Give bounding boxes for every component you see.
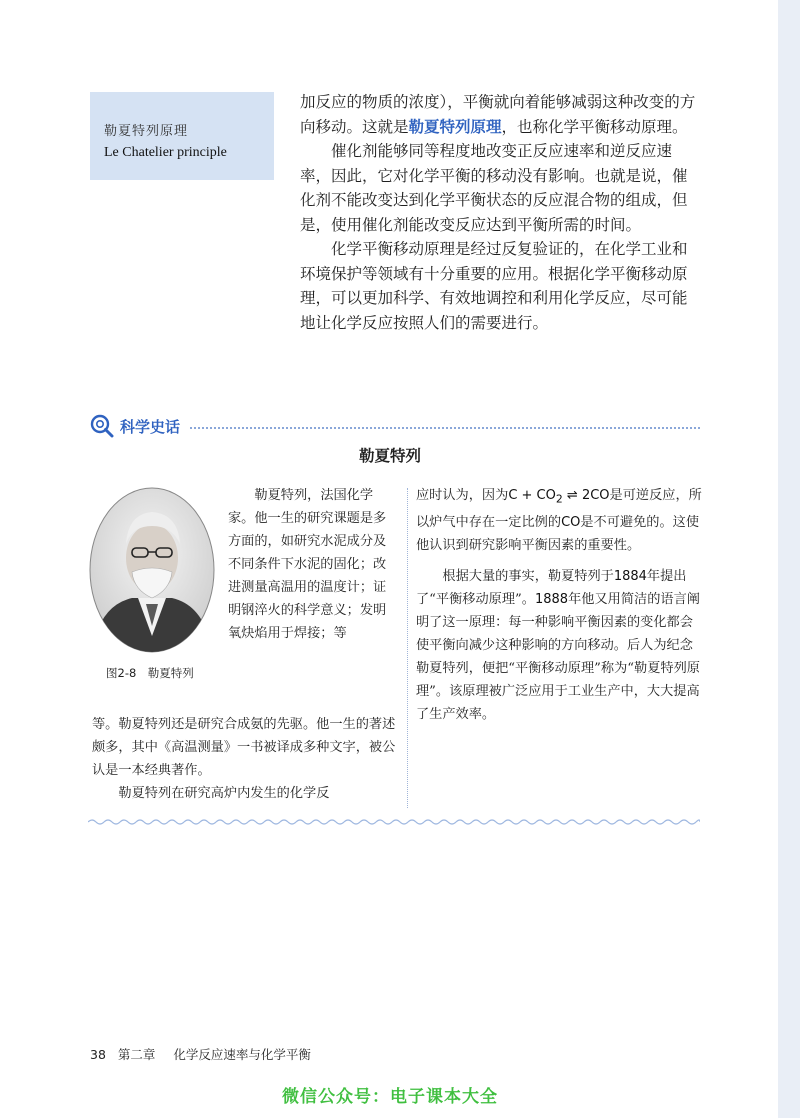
figure-caption: 图2-8 勒夏特列 [106,666,194,680]
section-title: 科学史话 [120,418,181,436]
page-number: 38 [90,1047,106,1062]
story-title: 勒夏特列 [358,447,421,465]
column-divider [407,488,408,808]
chapter-label: 第二章 [117,1047,156,1062]
section-bottom-wave [88,818,700,826]
glossary-term-en: Le Chatelier principle [104,145,227,160]
page-footer [90,1045,311,1063]
page-edge-strip [778,0,800,1118]
paragraph-1: 加反应的物质的浓度），平衡就向着能够减弱这种改变的方向移动。这就是勒夏特列原理，也称化学平衡移动原理。 [300,93,696,136]
section-divider [190,427,700,429]
chapter-title: 化学反应速率与化学平衡 [173,1047,311,1062]
right-paragraph-1: 应时认为，因为$C + CO_2$ ⇌ 2CO是可逆反应，所以炉气中存在一定比例的CO是不可避免的。这使他认识到研究影响平衡因素的重要性。 [416,488,702,553]
story-left-column-full: 等。勒夏特列还是研究合成氨的先驱。他一生的著述颇多，其中《高温测量》一书被译成多种文字，被公认是一本经典著作。 勒夏特列在研究高炉内发生的化学反 [92,717,396,801]
portrait-le-chatelier [88,486,216,654]
magnifier-atom-icon [90,414,114,438]
section-header [90,412,700,444]
story-left-column-wrap: 勒夏特列，法国化学家。他一生的研究课题是多方面的，如研究水泥成分及不同条件下水泥的固化；改进测量高温用的温度计；证明钢淬火的科学意义；发明氧炔焰用于焊接；等 [228,488,387,641]
main-body-text [300,90,700,335]
glossary-term-zh: 勒夏特列原理 [104,124,189,139]
paragraph-2: 催化剂能够同等程度地改变正反应速率和逆反应速率，因此，它对化学平衡的移动没有影响。也就是说，催化剂不能改变达到化学平衡状态的反应混合物的组成，但是，使用催化剂能改变反应达到平衡所需的时间。 [300,142,688,234]
equation: $C + CO_2$ ⇌ 2CO [508,488,610,506]
watermark-text: 微信公众号：电子课本大全 [282,1087,498,1107]
right-paragraph-2: 根据大量的事实，勒夏特列于1884年提出了“平衡移动原理”。1888年他又用简洁的语言阐明了这一原理：每一种影响平衡因素的变化都会使平衡向减少这种影响的方向移动。后人为纪念勒夏特列，便把“平衡移动原理”称为“勒夏特列原理”。该原理被广泛应用于工业生产中，大大提高了生产效率。 [416,568,700,722]
paragraph-3: 化学平衡移动原理是经过反复验证的，在化学工业和环境保护等领域有十分重要的应用。根据化学平衡移动原理，可以更加科学、有效地调控和利用化学反应，尽可能地让化学反应按照人们的需要进行。 [300,240,688,332]
story-right-column [416,484,704,726]
keyword-le-chatelier: 勒夏特列原理 [408,117,502,136]
glossary-box [90,92,274,180]
